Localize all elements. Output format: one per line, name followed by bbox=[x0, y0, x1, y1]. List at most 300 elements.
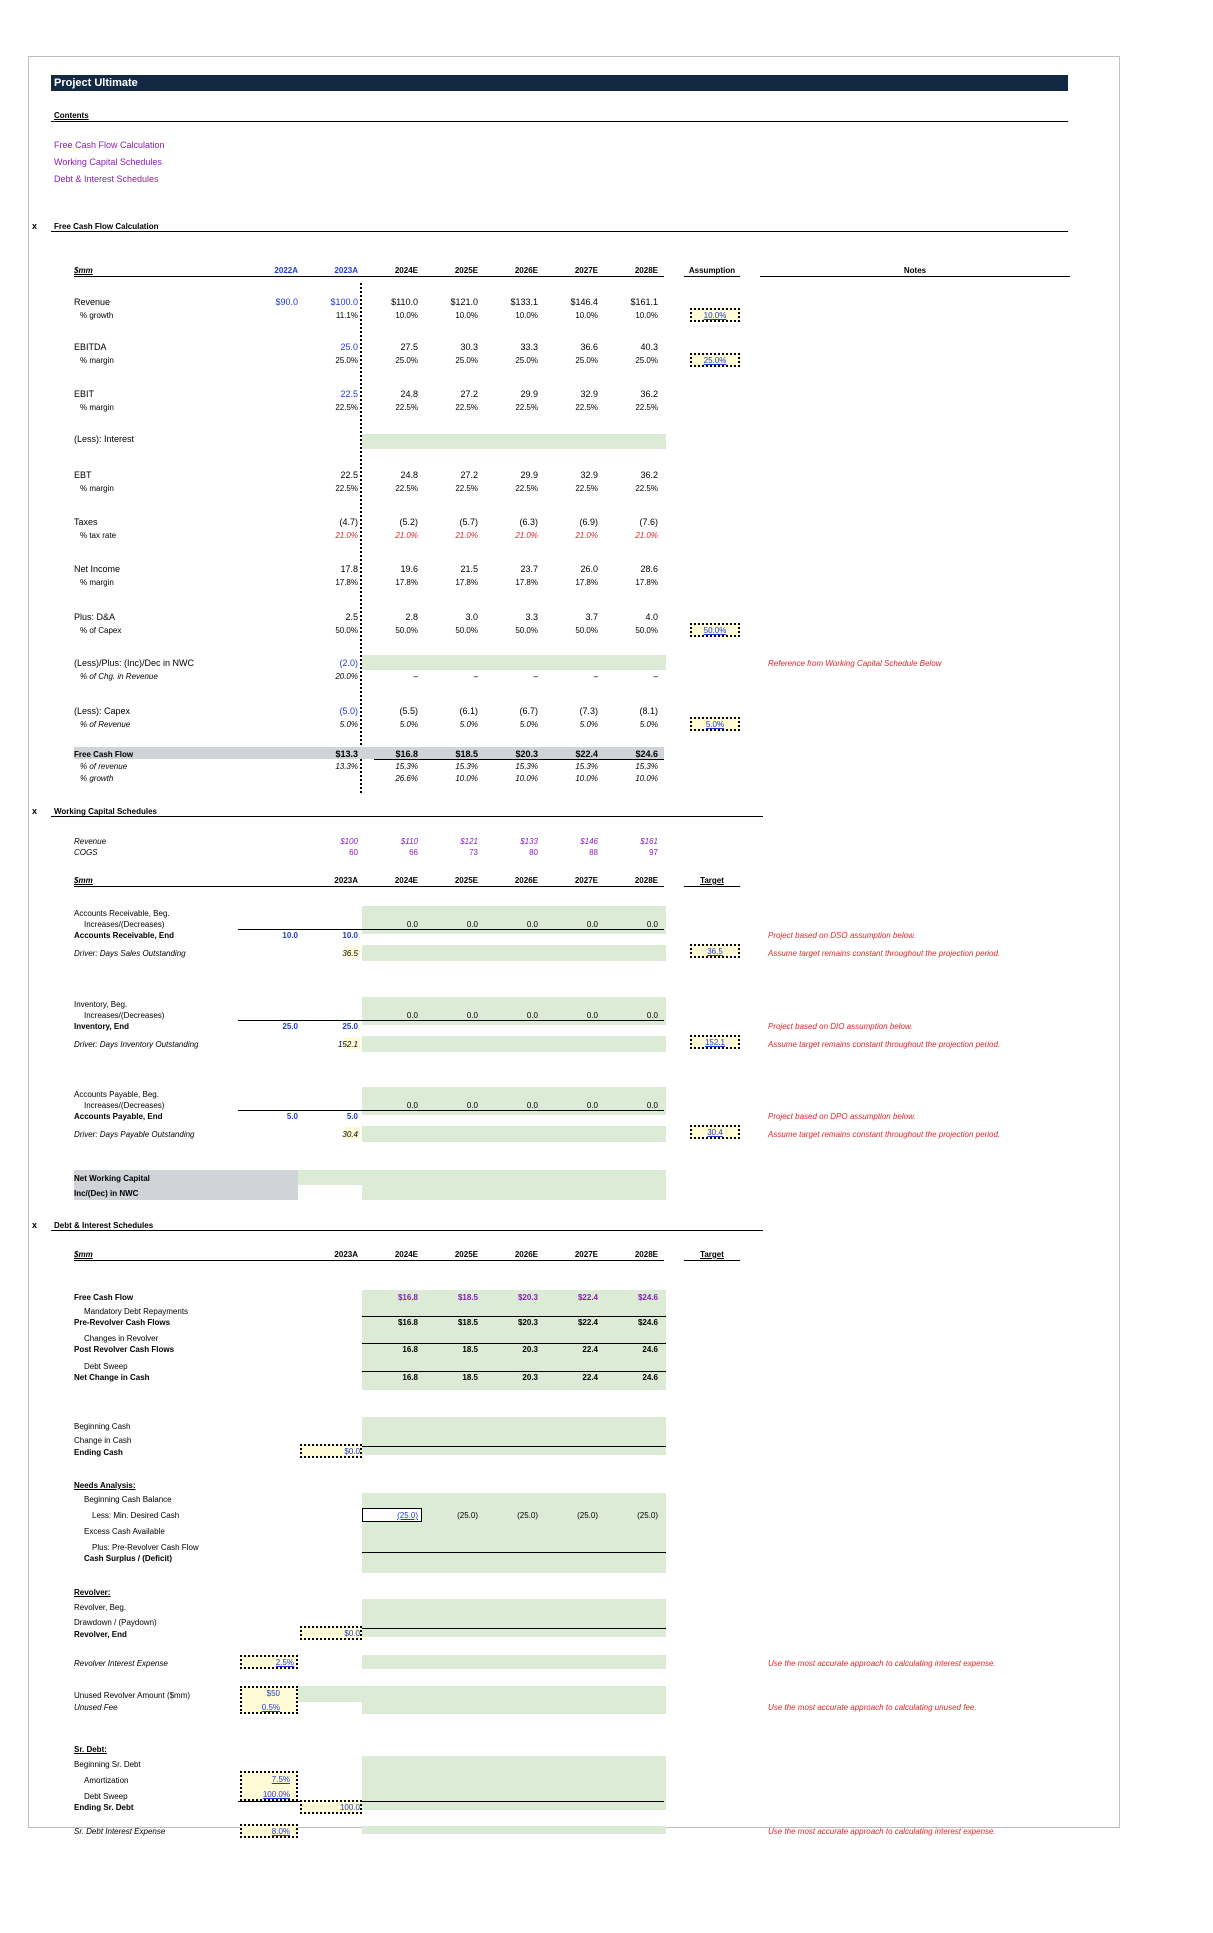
debt-col-header-2025E: 2025E bbox=[454, 1250, 478, 1259]
ar-driver-value: 36.5 bbox=[342, 949, 358, 958]
fcf-cell-12-4: 17.8% bbox=[515, 578, 538, 587]
fcf-cell-13-2: 2.8 bbox=[405, 612, 418, 622]
fcf-cell-10-4: 21.0% bbox=[515, 531, 538, 540]
page-title: Project Ultimate bbox=[54, 77, 138, 89]
ar-target-value: 36.5 bbox=[707, 947, 723, 956]
wc-revenue-3: $133 bbox=[520, 837, 538, 846]
fcf-cell-19-3: $18.5 bbox=[455, 749, 478, 759]
debt-needs-band bbox=[362, 1493, 666, 1573]
inv-end-2023: 25.0 bbox=[342, 1022, 358, 1031]
fcf-cell-1-1: 11.1% bbox=[335, 311, 358, 320]
nwc-input-band bbox=[362, 655, 666, 670]
fcf-cell-19-2: $16.8 bbox=[395, 749, 418, 759]
debt-fcf-1: $18.5 bbox=[457, 1293, 478, 1302]
debt-fcf-label: Free Cash Flow bbox=[74, 1293, 134, 1302]
fcf-row-label-2: EBITDA bbox=[74, 342, 107, 352]
inv-end-label: Inventory, End bbox=[74, 1022, 129, 1031]
fcf-cell-1-5: 10.0% bbox=[575, 311, 598, 320]
nwc-incdec-label: Inc/(Dec) in NWC bbox=[74, 1189, 139, 1198]
fcf-cell-20-3: 15.3% bbox=[455, 762, 478, 771]
fcf-row-label-17: (Less): Capex bbox=[74, 706, 131, 716]
inv-zero-0: 0.0 bbox=[406, 1011, 418, 1020]
fcf-cell-3-3: 25.0% bbox=[455, 356, 478, 365]
debt-srint-value: 8.0% bbox=[271, 1827, 290, 1836]
fcf-cell-7-2: 24.8 bbox=[400, 470, 418, 480]
fcf-cell-17-5: (7.3) bbox=[579, 706, 598, 716]
debt-prerev-0: $16.8 bbox=[397, 1318, 418, 1327]
debt-netchg-3: 22.4 bbox=[582, 1373, 598, 1382]
fcf-cell-11-3: 21.5 bbox=[460, 564, 478, 574]
inv-end-2022: 25.0 bbox=[282, 1022, 298, 1031]
fcf-cell-5-4: 22.5% bbox=[515, 403, 538, 412]
fcf-row-label-12: % margin bbox=[80, 578, 114, 587]
fcf-row-label-8: % margin bbox=[80, 484, 114, 493]
ar-total-line bbox=[238, 929, 664, 930]
fcf-cell-9-3: (5.7) bbox=[459, 517, 478, 527]
debt-col-header-2028E: 2028E bbox=[634, 1250, 658, 1259]
debt-unusedfee-label: Unused Fee bbox=[74, 1703, 118, 1712]
ap-zero-4: 0.0 bbox=[646, 1101, 658, 1110]
debt-line bbox=[362, 1446, 666, 1447]
section-title-wc: Working Capital Schedules bbox=[54, 807, 157, 816]
fcf-cell-8-2: 22.5% bbox=[395, 484, 418, 493]
fcf-cell-18-2: 5.0% bbox=[399, 720, 418, 729]
debt-revint-note: Use the most accurate approach to calculating interest expense. bbox=[768, 1659, 996, 1668]
fcf-cell-1-4: 10.0% bbox=[515, 311, 538, 320]
fcf-cell-4-5: 32.9 bbox=[580, 389, 598, 399]
interest-input-band bbox=[362, 434, 666, 449]
fcf-cell-5-1: 22.5% bbox=[335, 403, 358, 412]
inv-driver-band bbox=[362, 1036, 666, 1052]
debt-srint-note: Use the most accurate approach to calculating interest expense. bbox=[768, 1827, 996, 1836]
ap-end-2022: 5.0 bbox=[286, 1112, 298, 1121]
fcf-cell-0-6: $161.1 bbox=[630, 297, 658, 307]
wc-col-header-2026E: 2026E bbox=[514, 876, 538, 885]
section-marker: x bbox=[32, 221, 38, 231]
fcf-cell-0-4: $133.1 bbox=[510, 297, 538, 307]
debt-line bbox=[362, 1628, 666, 1629]
fcf-cell-16-6: – bbox=[653, 672, 658, 681]
debt-drawdown-label: Drawdown / (Paydown) bbox=[74, 1618, 157, 1627]
fcf-row-label-14: % of Capex bbox=[80, 626, 122, 635]
fcf-cell-15-1: (2.0) bbox=[339, 658, 358, 668]
col-header-2024E: 2024E bbox=[394, 266, 418, 275]
nwc-proj-band bbox=[362, 1170, 666, 1200]
ap-zero-3: 0.0 bbox=[586, 1101, 598, 1110]
fcf-cell-19-6: $24.6 bbox=[635, 749, 658, 759]
fcf-cell-16-5: – bbox=[593, 672, 598, 681]
debt-srend-value: 100.0 bbox=[339, 1803, 360, 1812]
fcf-cell-19-5: $22.4 bbox=[575, 749, 598, 759]
inv-inc-label: Increases/(Decreases) bbox=[84, 1011, 165, 1020]
fcf-row-label-20: % of revenue bbox=[80, 762, 128, 771]
fcf-cell-14-1: 50.0% bbox=[335, 626, 358, 635]
divider bbox=[74, 276, 664, 277]
debt-line bbox=[362, 1552, 666, 1553]
fcf-cell-4-3: 27.2 bbox=[460, 389, 478, 399]
debt-postrev-label: Post Revolver Cash Flows bbox=[74, 1345, 175, 1354]
fcf-cell-21-6: 10.0% bbox=[635, 774, 658, 783]
debt-srsweep-label: Debt Sweep bbox=[84, 1792, 128, 1801]
fcf-cell-21-3: 10.0% bbox=[455, 774, 478, 783]
debt-mincash-1: (25.0) bbox=[457, 1511, 478, 1520]
divider bbox=[684, 276, 740, 277]
ar-beg-label: Accounts Receivable, Beg. bbox=[74, 909, 170, 918]
ap-driver-label: Driver: Days Payable Outstanding bbox=[74, 1130, 195, 1139]
assumption-value-1: 10.0% bbox=[703, 311, 727, 320]
debt-postrev-0: 16.8 bbox=[402, 1345, 418, 1354]
wc-col-header-2025E: 2025E bbox=[454, 876, 478, 885]
fcf-cell-4-2: 24.8 bbox=[400, 389, 418, 399]
fcf-cell-0-1: $100.0 bbox=[330, 297, 358, 307]
debt-prerev-2: $20.3 bbox=[517, 1318, 538, 1327]
ar-end-2022: 10.0 bbox=[282, 931, 298, 940]
section-title-fcf: Free Cash Flow Calculation bbox=[54, 222, 159, 231]
nwc-2023-band bbox=[298, 1170, 362, 1185]
ap-note-end: Project based on DPO assumption below. bbox=[768, 1112, 916, 1121]
wc-cogs-4: 88 bbox=[589, 848, 598, 857]
divider bbox=[51, 121, 1068, 122]
fcf-cell-7-4: 29.9 bbox=[520, 470, 538, 480]
debt-netchg-0: 16.8 bbox=[402, 1373, 418, 1382]
ar-zero-1: 0.0 bbox=[466, 920, 478, 929]
divider bbox=[760, 276, 1070, 277]
ap-zero-0: 0.0 bbox=[406, 1101, 418, 1110]
divider bbox=[74, 1260, 664, 1261]
debt-unused-value: $50 bbox=[266, 1689, 280, 1698]
debt-col-header-2026E: 2026E bbox=[514, 1250, 538, 1259]
fcf-cell-3-6: 25.0% bbox=[635, 356, 658, 365]
fcf-cell-5-5: 22.5% bbox=[575, 403, 598, 412]
fcf-underline bbox=[374, 759, 664, 760]
debt-needs-label: Needs Analysis: bbox=[74, 1481, 136, 1490]
fcf-cell-3-1: 25.0% bbox=[335, 356, 358, 365]
debt-srdebt-label: Sr. Debt: bbox=[74, 1745, 107, 1754]
fcf-row-label-11: Net Income bbox=[74, 564, 121, 574]
ap-zero-2: 0.0 bbox=[526, 1101, 538, 1110]
debt-unused-label: Unused Revolver Amount ($mm) bbox=[74, 1691, 191, 1700]
debt-prerev-3: $22.4 bbox=[577, 1318, 598, 1327]
fcf-cell-14-6: 50.0% bbox=[635, 626, 658, 635]
fcf-cell-14-2: 50.0% bbox=[395, 626, 418, 635]
fcf-cell-18-1: 5.0% bbox=[339, 720, 358, 729]
wc-revenue-5: $161 bbox=[640, 837, 658, 846]
contents-link-wc[interactable]: Working Capital Schedules bbox=[54, 157, 162, 167]
section-marker: x bbox=[32, 1220, 38, 1230]
fcf-cell-2-1: 25.0 bbox=[340, 342, 358, 352]
ap-driver-band bbox=[362, 1126, 666, 1142]
wc-revenue-label: Revenue bbox=[74, 837, 107, 846]
fcf-cell-13-3: 3.0 bbox=[465, 612, 478, 622]
inv-zero-3: 0.0 bbox=[586, 1011, 598, 1020]
ap-beg-label: Accounts Payable, Beg. bbox=[74, 1090, 159, 1099]
wc-col-header-2024E: 2024E bbox=[394, 876, 418, 885]
fcf-cell-20-6: 15.3% bbox=[635, 762, 658, 771]
contents-link-debt[interactable]: Debt & Interest Schedules bbox=[54, 174, 159, 184]
wc-revenue-2: $121 bbox=[460, 837, 478, 846]
fcf-cell-13-1: 2.5 bbox=[345, 612, 358, 622]
fcf-cell-10-1: 21.0% bbox=[335, 531, 358, 540]
debt-unused-note: Use the most accurate approach to calculating unused fee. bbox=[768, 1703, 977, 1712]
ar-inc-label: Increases/(Decreases) bbox=[84, 920, 165, 929]
fcf-cell-13-6: 4.0 bbox=[645, 612, 658, 622]
fcf-cell-10-5: 21.0% bbox=[575, 531, 598, 540]
ar-zero-3: 0.0 bbox=[586, 920, 598, 929]
fcf-cell-16-4: – bbox=[533, 672, 538, 681]
wc-cogs-label: COGS bbox=[74, 848, 98, 857]
wc-cogs-3: 80 bbox=[529, 848, 538, 857]
fcf-cell-17-1: (5.0) bbox=[339, 706, 358, 716]
debt-col-header-units: $mm bbox=[74, 1250, 93, 1259]
fcf-cell-21-4: 10.0% bbox=[515, 774, 538, 783]
fcf-cell-0-0: $90.0 bbox=[275, 297, 298, 307]
fcf-row-label-13: Plus: D&A bbox=[74, 612, 116, 622]
fcf-cell-11-6: 28.6 bbox=[640, 564, 658, 574]
debt-fcf-3: $22.4 bbox=[577, 1293, 598, 1302]
fcf-cell-0-3: $121.0 bbox=[450, 297, 478, 307]
contents-link-fcf[interactable]: Free Cash Flow Calculation bbox=[54, 140, 165, 150]
debt-srbeg-label: Beginning Sr. Debt bbox=[74, 1760, 141, 1769]
debt-postrev-3: 22.4 bbox=[582, 1345, 598, 1354]
fcf-cell-11-2: 19.6 bbox=[400, 564, 418, 574]
wc-cogs-0: 60 bbox=[349, 848, 358, 857]
ap-end-label: Accounts Payable, End bbox=[74, 1112, 163, 1121]
fcf-row-label-19: Free Cash Flow bbox=[74, 750, 134, 759]
wc-revenue-1: $110 bbox=[400, 837, 418, 846]
fcf-cell-8-3: 22.5% bbox=[455, 484, 478, 493]
fcf-cell-11-1: 17.8 bbox=[340, 564, 358, 574]
debt-excess-label: Excess Cash Available bbox=[84, 1527, 165, 1536]
fcf-row-label-10: % tax rate bbox=[80, 531, 117, 540]
fcf-row-label-3: % margin bbox=[80, 356, 114, 365]
ap-inc-label: Increases/(Decreases) bbox=[84, 1101, 165, 1110]
debt-revend-label: Revolver, End bbox=[74, 1630, 127, 1639]
debt-col-header-2027E: 2027E bbox=[574, 1250, 598, 1259]
fcf-cell-14-3: 50.0% bbox=[455, 626, 478, 635]
ap-target-value: 30.4 bbox=[707, 1128, 723, 1137]
fcf-cell-8-5: 22.5% bbox=[575, 484, 598, 493]
debt-endcash-band bbox=[362, 1417, 666, 1455]
fcf-cell-18-3: 5.0% bbox=[459, 720, 478, 729]
ar-end-2023: 10.0 bbox=[342, 931, 358, 940]
fcf-cell-4-1: 22.5 bbox=[340, 389, 358, 399]
col-header-assumption: Assumption bbox=[688, 266, 736, 275]
fcf-cell-2-3: 30.3 bbox=[460, 342, 478, 352]
fcf-cell-7-3: 27.2 bbox=[460, 470, 478, 480]
debt-amort-label: Amortization bbox=[84, 1776, 129, 1785]
assumption-value-18: 5.0% bbox=[705, 720, 725, 729]
debt-prerev-1: $18.5 bbox=[457, 1318, 478, 1327]
fcf-cell-12-2: 17.8% bbox=[395, 578, 418, 587]
note-15: Reference from Working Capital Schedule Below bbox=[768, 659, 942, 668]
debt-srend-label: Ending Sr. Debt bbox=[74, 1803, 134, 1812]
inv-zero-2: 0.0 bbox=[526, 1011, 538, 1020]
fcf-cell-12-1: 17.8% bbox=[335, 578, 358, 587]
wc-revenue-0: $100 bbox=[340, 837, 358, 846]
fcf-row-label-1: % growth bbox=[80, 311, 114, 320]
actuals-separator bbox=[360, 283, 362, 793]
wc-cogs-2: 73 bbox=[469, 848, 478, 857]
fcf-cell-9-4: (6.3) bbox=[519, 517, 538, 527]
fcf-cell-19-4: $20.3 bbox=[515, 749, 538, 759]
fcf-cell-9-1: (4.7) bbox=[339, 517, 358, 527]
ap-driver-value: 30.4 bbox=[342, 1130, 358, 1139]
debt-revint-band bbox=[362, 1655, 666, 1669]
debt-netchg-4: 24.6 bbox=[642, 1373, 658, 1382]
inv-driver-label: Driver: Days Inventory Outstanding bbox=[74, 1040, 199, 1049]
fcf-cell-18-5: 5.0% bbox=[579, 720, 598, 729]
fcf-cell-7-1: 22.5 bbox=[340, 470, 358, 480]
debt-revbeg-label: Revolver, Beg. bbox=[74, 1603, 127, 1612]
wc-cogs-1: 66 bbox=[409, 848, 418, 857]
inv-note-end: Project based on DIO assumption below. bbox=[768, 1022, 913, 1031]
contents-heading: Contents bbox=[54, 111, 89, 120]
fcf-cell-17-6: (8.1) bbox=[639, 706, 658, 716]
fcf-cell-10-6: 21.0% bbox=[635, 531, 658, 540]
fcf-cell-9-5: (6.9) bbox=[579, 517, 598, 527]
wc-col-header-units: $mm bbox=[74, 876, 93, 885]
fcf-cell-3-5: 25.0% bbox=[575, 356, 598, 365]
wc-col-header-2027E: 2027E bbox=[574, 876, 598, 885]
debt-netchg-1: 18.5 bbox=[462, 1373, 478, 1382]
fcf-cell-17-2: (5.5) bbox=[399, 706, 418, 716]
debt-fcf-0: $16.8 bbox=[397, 1293, 418, 1302]
fcf-row-label-9: Taxes bbox=[74, 517, 98, 527]
assumption-value-14: 50.0% bbox=[703, 626, 727, 635]
debt-revend-value: $0.0 bbox=[344, 1629, 360, 1638]
fcf-cell-2-5: 36.6 bbox=[580, 342, 598, 352]
debt-mincash-0: (25.0) bbox=[397, 1511, 418, 1520]
wc-revenue-4: $146 bbox=[580, 837, 598, 846]
ar-zero-4: 0.0 bbox=[646, 920, 658, 929]
divider bbox=[51, 231, 1068, 232]
fcf-row-label-5: % margin bbox=[80, 403, 114, 412]
ar-zero-2: 0.0 bbox=[526, 920, 538, 929]
nwc-label: Net Working Capital bbox=[74, 1174, 150, 1183]
divider bbox=[684, 1260, 740, 1261]
col-header-2022: 2022A bbox=[274, 266, 298, 275]
ap-zero-1: 0.0 bbox=[466, 1101, 478, 1110]
fcf-cell-3-4: 25.0% bbox=[515, 356, 538, 365]
wc-col-header-target: Target bbox=[700, 876, 724, 885]
inv-beg-label: Inventory, Beg. bbox=[74, 1000, 128, 1009]
col-header-units: $mm bbox=[74, 266, 93, 275]
ap-note-driver: Assume target remains constant throughout the projection period. bbox=[768, 1130, 1001, 1139]
fcf-cell-20-1: 13.3% bbox=[335, 762, 358, 771]
debt-amort-value: 7.5% bbox=[271, 1775, 290, 1784]
fcf-cell-20-4: 15.3% bbox=[515, 762, 538, 771]
fcf-cell-12-5: 17.8% bbox=[575, 578, 598, 587]
inv-total-line bbox=[238, 1020, 664, 1021]
fcf-cell-16-2: – bbox=[413, 672, 418, 681]
debt-begbal-label: Beginning Cash Balance bbox=[84, 1495, 172, 1504]
fcf-cell-1-3: 10.0% bbox=[455, 311, 478, 320]
title-bar bbox=[51, 75, 1068, 91]
fcf-cell-2-6: 40.3 bbox=[640, 342, 658, 352]
fcf-cell-13-4: 3.3 bbox=[525, 612, 538, 622]
fcf-cell-5-3: 22.5% bbox=[455, 403, 478, 412]
fcf-row-label-0: Revenue bbox=[74, 297, 111, 307]
fcf-cell-1-2: 10.0% bbox=[395, 311, 418, 320]
fcf-cell-1-6: 10.0% bbox=[635, 311, 658, 320]
debt-mincash-label: Less: Min. Desired Cash bbox=[92, 1511, 180, 1520]
ap-total-line bbox=[238, 1110, 664, 1111]
ar-driver-label: Driver: Days Sales Outstanding bbox=[74, 949, 186, 958]
fcf-cell-8-6: 22.5% bbox=[635, 484, 658, 493]
debt-mand-label: Mandatory Debt Repayments bbox=[84, 1307, 189, 1316]
fcf-cell-9-6: (7.6) bbox=[639, 517, 658, 527]
debt-endcash-value: $0.0 bbox=[344, 1447, 360, 1456]
fcf-cell-5-6: 22.5% bbox=[635, 403, 658, 412]
fcf-cell-17-4: (6.7) bbox=[519, 706, 538, 716]
debt-mincash-3: (25.0) bbox=[577, 1511, 598, 1520]
divider bbox=[684, 886, 740, 887]
debt-netchg-2: 20.3 bbox=[522, 1373, 538, 1382]
fcf-cell-5-2: 22.5% bbox=[395, 403, 418, 412]
col-header-2025E: 2025E bbox=[454, 266, 478, 275]
fcf-row-label-6: (Less): Interest bbox=[74, 434, 135, 444]
col-header-2027E: 2027E bbox=[574, 266, 598, 275]
debt-chgcash-label: Change in Cash bbox=[74, 1436, 132, 1445]
inv-zero-4: 0.0 bbox=[646, 1011, 658, 1020]
section-marker: x bbox=[32, 806, 38, 816]
col-header-2023: 2023A bbox=[334, 266, 358, 275]
debt-col-header-2024E: 2024E bbox=[394, 1250, 418, 1259]
debt-revint-value: 2.5% bbox=[275, 1658, 294, 1667]
debt-srint-label: Sr. Debt Interest Expense bbox=[74, 1827, 166, 1836]
debt-fcf-2: $20.3 bbox=[517, 1293, 538, 1302]
debt-prerev-label: Pre-Revolver Cash Flows bbox=[74, 1318, 171, 1327]
divider bbox=[51, 816, 763, 817]
fcf-cell-16-3: – bbox=[473, 672, 478, 681]
debt-postrev-1: 18.5 bbox=[462, 1345, 478, 1354]
divider bbox=[51, 1230, 763, 1231]
fcf-cell-13-5: 3.7 bbox=[585, 612, 598, 622]
fcf-cell-0-2: $110.0 bbox=[391, 297, 418, 307]
fcf-cell-0-5: $146.4 bbox=[570, 297, 598, 307]
fcf-cell-16-1: 20.0% bbox=[335, 672, 358, 681]
section-title-debt: Debt & Interest Schedules bbox=[54, 1221, 154, 1230]
fcf-row-label-15: (Less)/Plus: (Inc)/Dec in NWC bbox=[74, 658, 195, 668]
debt-begcash-label: Beginning Cash bbox=[74, 1422, 131, 1431]
debt-col-header-target: Target bbox=[700, 1250, 724, 1259]
col-header-2026E: 2026E bbox=[514, 266, 538, 275]
wc-cogs-5: 97 bbox=[649, 848, 658, 857]
debt-fcf-4: $24.6 bbox=[637, 1293, 658, 1302]
fcf-cell-4-6: 36.2 bbox=[640, 389, 658, 399]
fcf-cell-19-1: $13.3 bbox=[335, 749, 358, 759]
fcf-cell-21-5: 10.0% bbox=[575, 774, 598, 783]
debt-surplus-label: Cash Surplus / (Deficit) bbox=[84, 1554, 173, 1563]
debt-plusprerev-label: Plus: Pre-Revolver Cash Flow bbox=[92, 1543, 199, 1552]
debt-col-header-2023A: 2023A bbox=[334, 1250, 358, 1259]
debt-postrev-2: 20.3 bbox=[522, 1345, 538, 1354]
debt-revolver-label: Revolver: bbox=[74, 1588, 111, 1597]
wc-col-header-2023A: 2023A bbox=[334, 876, 358, 885]
debt-unused-band-a bbox=[298, 1686, 362, 1702]
inv-target-value: 152.1 bbox=[704, 1038, 726, 1047]
inv-zero-1: 0.0 bbox=[466, 1011, 478, 1020]
debt-srint-band bbox=[362, 1826, 666, 1834]
debt-unusedfee-value: 0.5% bbox=[261, 1703, 280, 1712]
debt-mincash-4: (25.0) bbox=[637, 1511, 658, 1520]
fcf-cell-21-2: 26.6% bbox=[395, 774, 418, 783]
fcf-cell-10-2: 21.0% bbox=[395, 531, 418, 540]
debt-netchg-label: Net Change in Cash bbox=[74, 1373, 150, 1382]
fcf-row-label-7: EBT bbox=[74, 470, 92, 480]
fcf-cell-12-6: 17.8% bbox=[635, 578, 658, 587]
fcf-cell-12-3: 17.8% bbox=[455, 578, 478, 587]
